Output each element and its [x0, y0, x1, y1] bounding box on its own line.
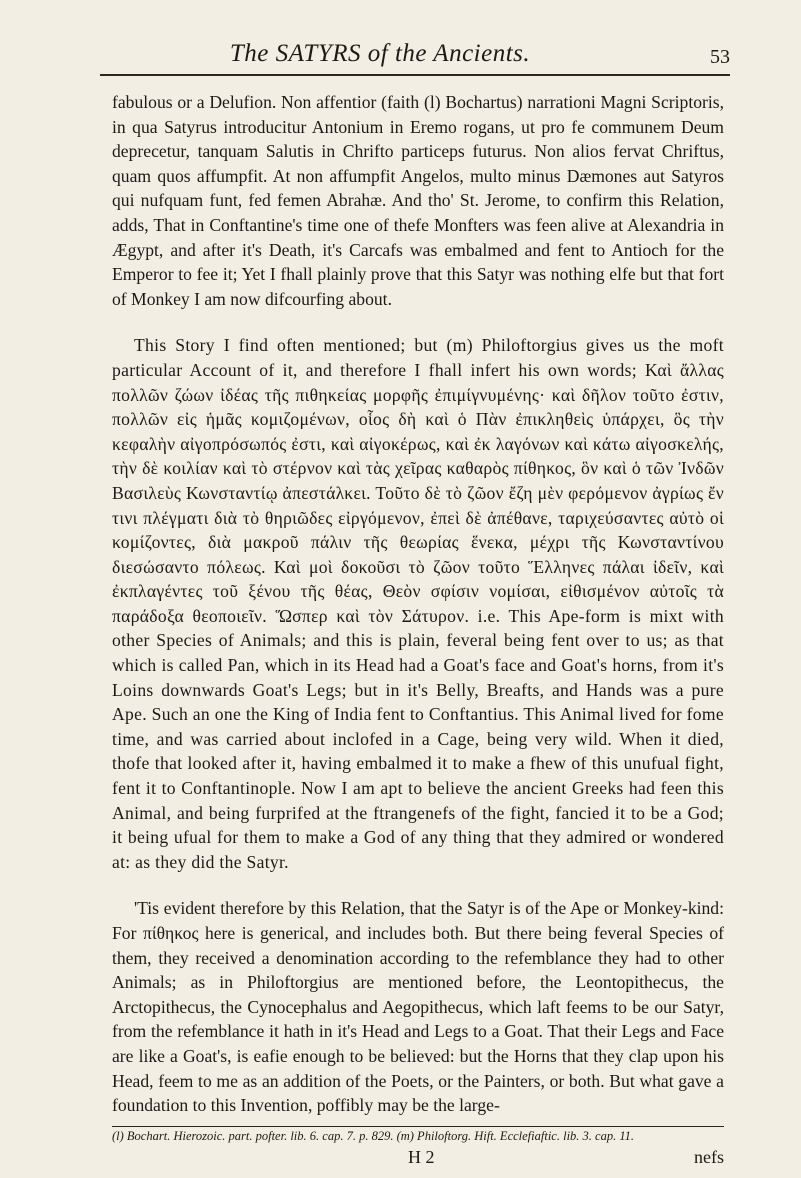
- catchword: nefs: [694, 1147, 724, 1167]
- signature-row: [112, 1147, 724, 1169]
- footnote: (l) Bochart. Hierozoic. part. pofter. lib. 6. cap. 7. p. 829. (m) Philoftorg. Hift. Ecclefiaftic. lib. 3. cap. 11.: [112, 1129, 635, 1143]
- footnote-rule: [112, 1126, 724, 1127]
- body-text: [112, 90, 724, 1140]
- paragraph-bochartus: fabulous or a Delufion. Non affentior (faith (l) Bochartus) narrationi Magni Scriptoris, in qua Satyrus introducitur Antonium in Eremo rogans, ut pro fe communem Deum deprecetur, tanquam Salutis in Chrifto particeps futurus. Non alios fervat Chriftus, quam quos affumpfit. At non affumpfit Angelos, multo minus Dæmones aut Satyros qui nufquam funt, fed femen Abrahæ. And tho' St. Jerome, to confirm this Relation, adds, That in Conftantine's time one of thefe Monfters was feen alive at Alexandria in Ægypt, and after it's Death, it's Carcafs was embalmed and fent to Antioch for the Emperor to fee it; Yet I fhall plainly prove that this Satyr was nothing elfe but that fort of Monkey I am now difcourfing about.: [112, 92, 724, 309]
- page-number: 53: [710, 46, 730, 68]
- running-title: The SATYRS of the Ancients.: [229, 40, 531, 67]
- header-rule: [100, 74, 730, 76]
- signature-mark: H 2: [408, 1147, 435, 1167]
- page-header: [100, 40, 730, 76]
- paragraph-conclusion: 'Tis evident therefore by this Relation, that the Satyr is of the Ape or Monkey-kind: For πίθηκος here is generical, and includes both. But there being feveral Species of them, they received a denomination according to the refemblance they had to other Animals; as in Philoftorgius are mentioned before, the Leontopithecus, the Arctopithecus, the Cynocephalus and Aegopithecus, which laft feems to be our Satyr, from the refemblance it hath in it's Head and Legs to a Goat. That their Legs and Face are like a Goat's, is eafie enough to be believed: but the Horns that they clap upon his Head, feem to me as an addition of the Poets, or the Painters, or both. But what gave a foundation to this Invention, poffibly may be the large-: [112, 898, 724, 1116]
- paragraph-philostorgius: This Story I find often mentioned; but (m) Philoftorgius gives us the moft particular Account of it, and therefore I fhall infert his own words; Καὶ ἄλλας πολλῶν ζώων ἰδέας τῆς πιθηκείας μορφῆς ἐπιμίγνυμένης· καὶ δῆλον τοῦτο ἐστιν, πολλῶν εἰς ἡμᾶς κομιζομένων, οἷος δὴ καὶ ὁ Πὰν ἐπικληθεὶς ὑπάρχει, ὃς τὴν κεφαλὴν αἰγοπρόσωπός ἐστι, καὶ αἰγοκέρως, καὶ ἐκ λαγόνων καὶ κάτω αἰγοσκελής, τὴν δὲ κοιλίαν καὶ τὸ στέρνον καὶ τὰς χεῖρας καθαρὸς πίθηκος, ὃν καὶ ὁ τῶν Ἰνδῶν Βασιλεὺς Κωνσταντίῳ ἀπεστάλκει. Τοῦτο δὲ τὸ ζῶον ἔζη μὲν φερόμενον ἀγρίως ἔν τινι πλέγματι διὰ τὸ θηριῶδες εἰργόμενον, ἐπεὶ δὲ ἀπέθανε, ταριχεύσαντες αὐτὸ οἱ κομίζοντες, διὰ μακροῦ πάλιν τῆς θεωρίας ἕνεκα, μέχρι τῆς Κωνσταντίνου διεσώσαντο πόλεως. Καὶ μοὶ δοκοῦσι τὸ ζῶον τοῦτο Ἕλληνες πάλαι ἰδεῖν, καὶ ἐκπλαγέντες τοῦ ξένου τῆς θέας, Θεὸν σφίσιν νομίσαι, εἰθισμένον αὐτοῖς τὰ παράδοξα θεοποιεῖν. Ὥσπερ καὶ τὸν Σάτυρον. i.e. This Ape-form is mixt with other Species of Animals; and this is plain, feveral being fent over to us; as that which is called Pan, which in its Head had a Goat's face and Goat's horns, from it's Loins downwards Goat's Legs; but in it's Belly, Breafts, and Hands was a pure Ape. Such an one the King of India fent to Conftantius. This Animal lived for fome time, and was carried about inclofed in a Cage, being very wild. When it died, thofe that looked after it, having embalmed it to make a fhew of this unufual fight, fent it to Conftantinople. Now I am apt to believe the ancient Greeks had feen this Animal, and being furprifed at the ftrangenefs of the fight, fancied it to be a God; it being ufual for them to make a God of any thing that they admired or wondered at: as they did the Satyr.: [112, 335, 724, 872]
